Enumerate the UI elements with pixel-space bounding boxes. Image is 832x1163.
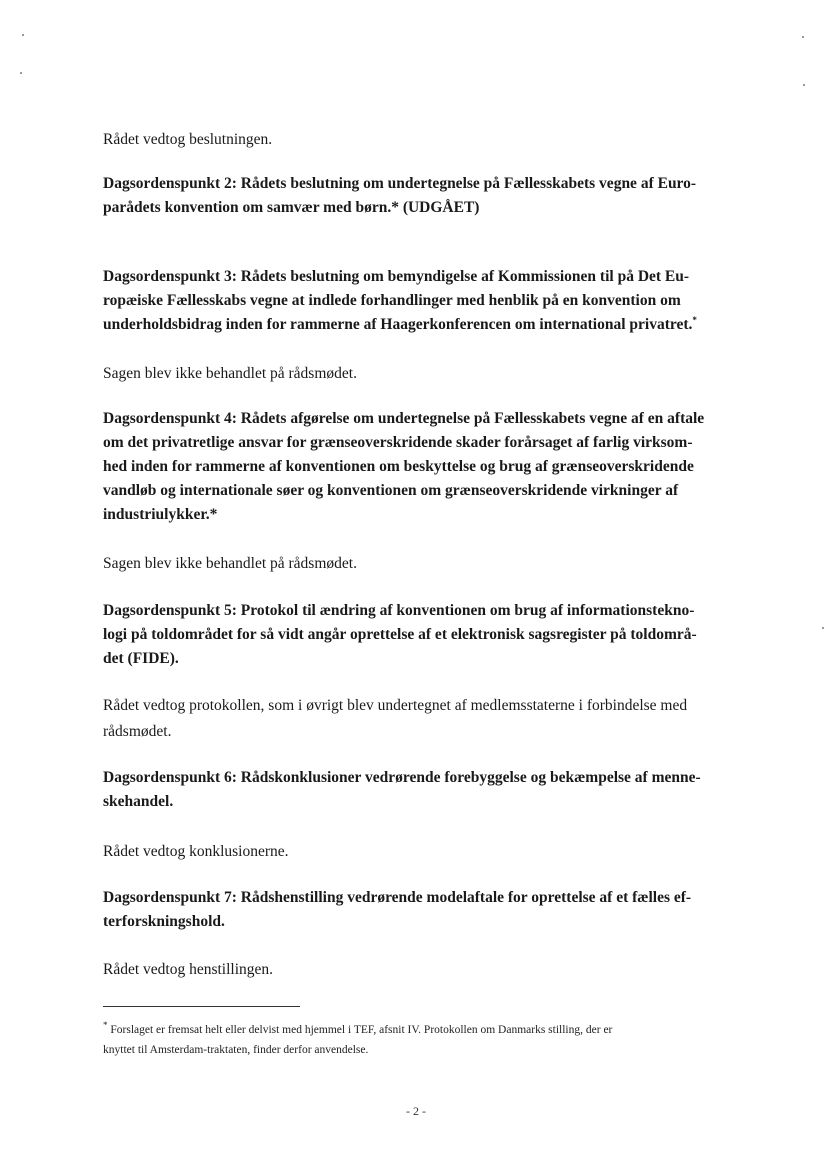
agenda-item-7-heading bbox=[103, 886, 753, 934]
footnote-line: knyttet til Amsterdam-traktaten, finder derfor anvendelse. bbox=[103, 1044, 369, 1056]
heading-line: terforskningshold. bbox=[103, 913, 225, 930]
heading-line-text: underholdsbidrag inden for rammerne af Haagerkonferencen om international privatret. bbox=[103, 316, 693, 333]
scan-speck bbox=[20, 72, 22, 74]
paragraph-decision-adopted: Rådet vedtog beslutningen. bbox=[103, 131, 273, 148]
heading-line: Dagsordenspunkt 4: Rådets afgørelse om undertegnelse på Fællesskabets vegne af en aftale bbox=[103, 410, 705, 427]
scan-speck bbox=[822, 627, 824, 629]
heading-line: logi på toldområdet for så vidt angår oprettelse af et elektronisk sagsregister på toldområ- bbox=[103, 626, 697, 643]
heading-line: Dagsordenspunkt 2: Rådets beslutning om undertegnelse på Fællesskabets vegne af Euro- bbox=[103, 175, 697, 192]
paragraph-line: Rådet vedtog protokollen, som i øvrigt blev undertegnet af medlemsstaterne i forbindelse med bbox=[103, 697, 688, 714]
paragraph-conclusions-adopted: Rådet vedtog konklusionerne. bbox=[103, 843, 289, 860]
footnote-reference: * bbox=[692, 314, 697, 325]
heading-line: parådets konvention om samvær med børn.* (UDGÅET) bbox=[103, 199, 480, 216]
agenda-item-3-heading bbox=[103, 265, 753, 337]
footnote bbox=[103, 1020, 743, 1060]
heading-line: industriulykker.* bbox=[103, 506, 218, 523]
heading-line: det (FIDE). bbox=[103, 650, 179, 667]
scan-speck bbox=[803, 84, 805, 86]
heading-line bbox=[103, 313, 753, 337]
footnote-line bbox=[103, 1020, 743, 1040]
footnote-separator bbox=[103, 1006, 300, 1007]
scan-speck bbox=[22, 34, 24, 36]
heading-line: vandløb og internationale søer og konventionen om grænseoverskridende virkninger af bbox=[103, 482, 679, 499]
heading-line: skehandel. bbox=[103, 793, 174, 810]
footnote-marker: * bbox=[103, 1020, 108, 1031]
agenda-item-4-heading bbox=[103, 407, 753, 527]
heading-line: Dagsordenspunkt 3: Rådets beslutning om bemyndigelse af Kommissionen til på Det Eu- bbox=[103, 268, 690, 285]
paragraph-recommendation-adopted: Rådet vedtog henstillingen. bbox=[103, 961, 274, 978]
paragraph-line: rådsmødet. bbox=[103, 723, 172, 740]
heading-line: ropæiske Fællesskabs vegne at indlede forhandlinger med henblik på en konvention om bbox=[103, 292, 681, 309]
heading-line: Dagsordenspunkt 6: Rådskonklusioner vedrørende forebyggelse og bekæmpelse af menne- bbox=[103, 769, 701, 786]
scan-speck bbox=[802, 36, 804, 38]
page-number: - 2 - bbox=[406, 1104, 426, 1118]
paragraph-protocol-adopted bbox=[103, 693, 753, 745]
footnote-text: Forslaget er fremsat helt eller delvist med hjemmel i TEF, afsnit IV. Protokollen om Danmarks stilling, der er bbox=[110, 1024, 613, 1036]
heading-line: Dagsordenspunkt 7: Rådshenstilling vedrørende modelaftale for oprettelse af et fælles ef- bbox=[103, 889, 692, 906]
heading-line: om det privatretlige ansvar for grænseoverskridende skader forårsaget af farlig virksom- bbox=[103, 434, 693, 451]
agenda-item-5-heading bbox=[103, 599, 753, 671]
agenda-item-2-heading bbox=[103, 172, 753, 220]
paragraph-not-treated: Sagen blev ikke behandlet på rådsmødet. bbox=[103, 555, 357, 572]
heading-line: Dagsordenspunkt 5: Protokol til ændring af konventionen om brug af informationstekno- bbox=[103, 602, 695, 619]
heading-line: hed inden for rammerne af konventionen om beskyttelse og brug af grænseoverskridende bbox=[103, 458, 694, 475]
paragraph-not-treated: Sagen blev ikke behandlet på rådsmødet. bbox=[103, 365, 357, 382]
agenda-item-6-heading bbox=[103, 766, 753, 814]
